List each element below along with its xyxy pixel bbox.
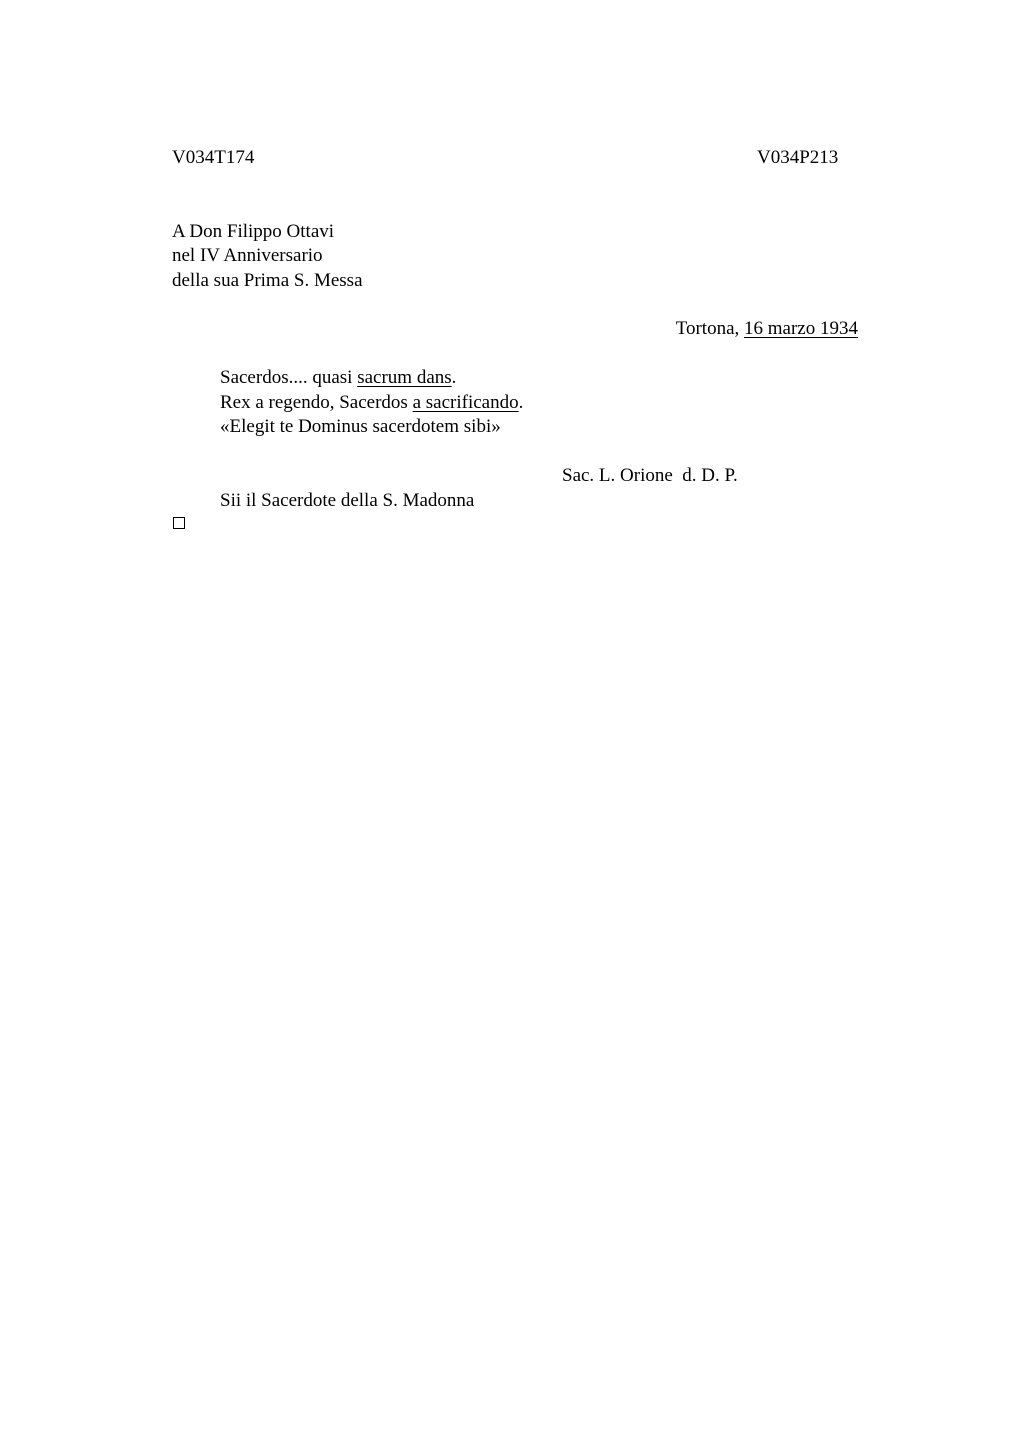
body-line-1 [220, 366, 456, 391]
body-line-3: «Elegit te Dominus sacerdotem sibi» [220, 416, 501, 437]
body-line-2-underlined: a sacrificando [412, 392, 519, 413]
checkbox-square-icon [173, 517, 185, 529]
body-line-2-b: . [518, 392, 524, 413]
body-line-1-b: . [451, 367, 457, 388]
body-line-2 [220, 391, 523, 416]
signature: Sac. L. Orione d. D. P. [562, 465, 738, 486]
body-line-1-underlined: sacrum dans [357, 367, 452, 388]
dedication-line-1: A Don Filippo Ottavi [172, 221, 335, 242]
body-line-2-a: Rex a regendo, Sacerdos [220, 392, 413, 413]
dedication-line-2: nel IV Anniversario [172, 245, 323, 266]
dateline-date: 16 marzo 1934 [744, 318, 858, 339]
dateline-place: Tortona, [675, 318, 745, 339]
body-line-1-a: Sacerdos.... quasi [220, 367, 358, 388]
right-code: V034P213 [757, 147, 839, 168]
dateline [676, 317, 858, 342]
closing-line: Sii il Sacerdote della S. Madonna [220, 490, 475, 511]
dedication-line-3: della sua Prima S. Messa [172, 270, 363, 291]
left-code: V034T174 [172, 147, 255, 168]
